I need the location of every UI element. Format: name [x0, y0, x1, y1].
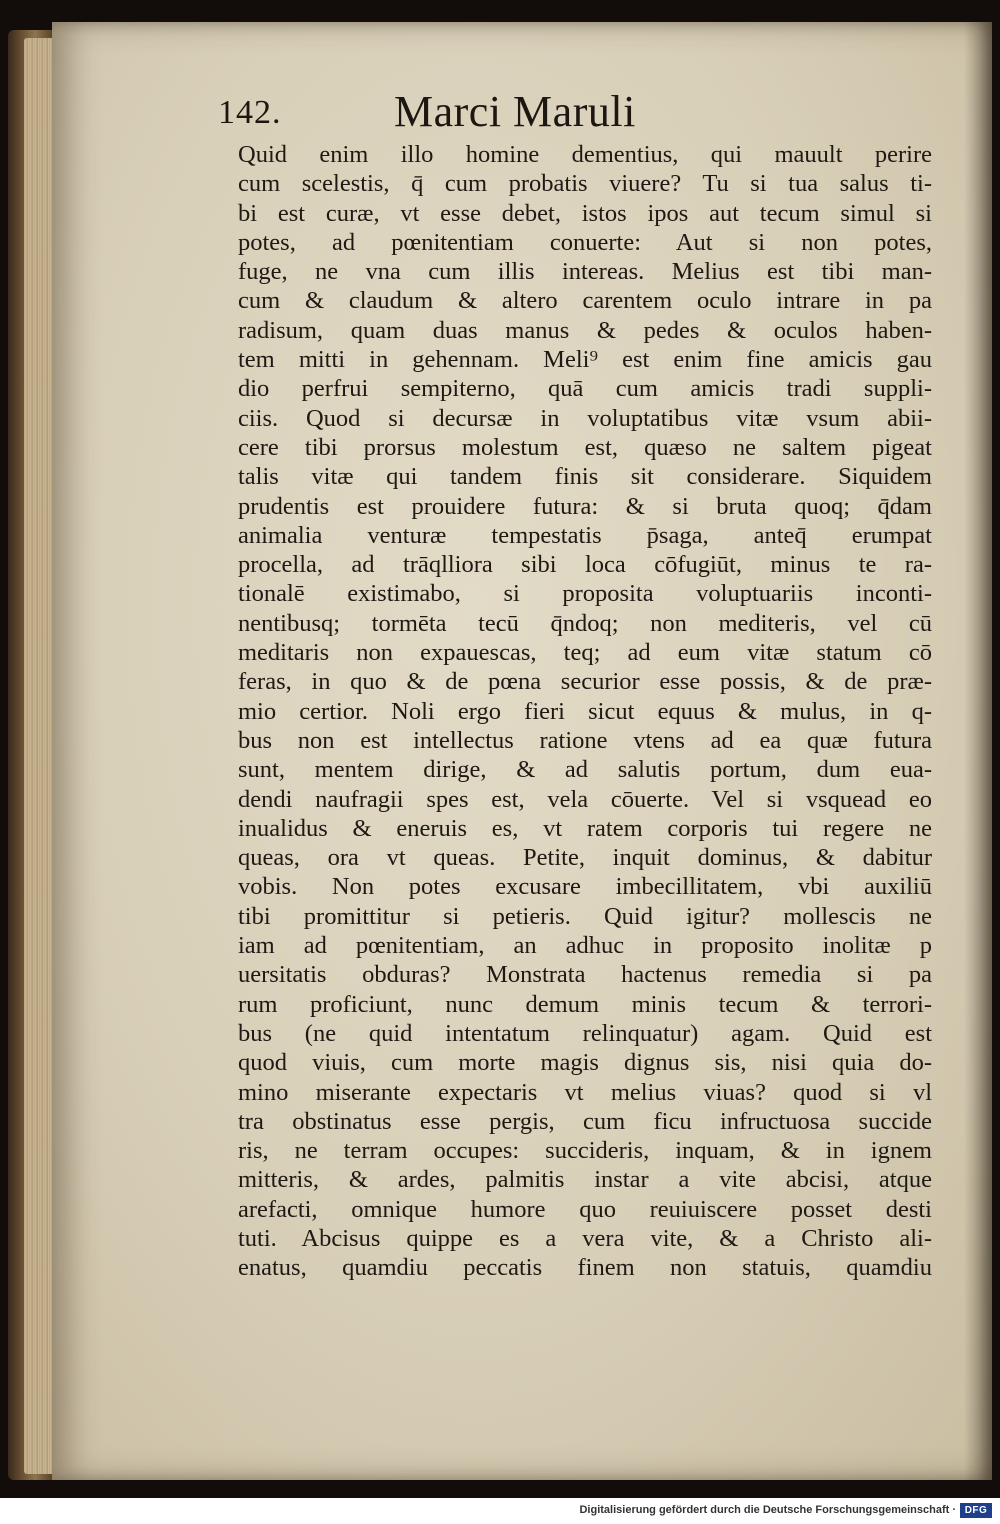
text-line: meditaris non expauescas, teq; ad eum vitæ statum cō — [238, 639, 932, 667]
text-line: bus non est intellectus ratione vtens ad ea quæ futura — [238, 726, 932, 754]
text-line: tibi promittitur si petieris. Quid igitur? mollescis ne — [238, 902, 932, 930]
text-line: animalia venturæ tempestatis p̄saga, anteq̄ erumpat — [238, 521, 932, 549]
text-line: mio certior. Noli ergo fieri sicut equus & mulus, in q- — [238, 697, 932, 725]
text-line: cum scelestis, q̄ cum probatis viuere? Tu si tua salus ti- — [238, 170, 932, 198]
text-line: prudentis est prouidere futura: & si bruta quoq; q̄dam — [238, 492, 932, 520]
text-line: feras, in quo & de pœna securior esse possis, & de præ- — [238, 668, 932, 696]
text-line: arefacti, omnique humore quo reuiuiscere posset desti — [238, 1195, 932, 1223]
footer-bar — [0, 1498, 1000, 1524]
text-line: tem mitti in gehennam. Meli⁹ est enim fine amicis gau — [238, 346, 932, 374]
page-number: 142. — [218, 94, 282, 131]
text-line: bi est curæ, vt esse debet, istos ipos aut tecum simul si — [238, 199, 932, 227]
text-line: enatus, quamdiu peccatis finem non statuis, quamdiu — [238, 1254, 932, 1282]
text-line: procella, ad trāqlliora sibi loca cōfugiūt, minus te ra- — [238, 551, 932, 579]
text-line: cere tibi prorsus molestum est, quæso ne saltem pigeat — [238, 433, 932, 461]
text-line: uersitatis obduras? Monstrata hactenus remedia si pa — [238, 961, 932, 989]
text-line: Quid enim illo homine dementius, qui mauult perire — [238, 141, 932, 168]
text-line: tuti. Abcisus quippe es a vera vite, & a Christo ali- — [238, 1224, 932, 1252]
gutter-shadow — [964, 22, 992, 1480]
text-line: rum proficiunt, nunc demum minis tecum & terrori- — [238, 990, 932, 1018]
text-line: ris, ne terram occupes: succideris, inquam, & in ignem — [238, 1137, 932, 1165]
body-text — [238, 140, 938, 1283]
text-line: fuge, ne vna cum illis intereas. Melius est tibi man- — [238, 258, 932, 286]
text-line: iam ad pœnitentiam, an adhuc in proposito inolitæ p — [238, 932, 932, 960]
text-line: sunt, mentem dirige, & ad salutis portum, dum eua- — [238, 756, 932, 784]
running-head: Marci Maruli — [394, 87, 636, 136]
text-line: queas, ora vt queas. Petite, inquit dominus, & dabitur — [238, 844, 932, 872]
text-line: tra obstinatus esse pergis, cum ficu infructuosa succide — [238, 1107, 932, 1135]
text-line: bus (ne quid intentatum relinquatur) agam. Quid est — [238, 1019, 932, 1047]
text-line: mitteris, & ardes, palmitis instar a vite abcisi, atque — [238, 1166, 932, 1194]
funding-credit: Digitalisierung gefördert durch die Deutsche Forschungsgemeinschaft · — [579, 1504, 956, 1516]
text-line: ciis. Quod si decursæ in voluptatibus vitæ vsum abii- — [238, 404, 932, 432]
text-line: dendi naufragii spes est, vela cōuerte. Vel si vsquead eo — [238, 785, 932, 813]
dfg-logo: DFG — [960, 1503, 992, 1518]
page-header — [218, 86, 838, 140]
text-line: potes, ad pœnitentiam conuerte: Aut si non potes, — [238, 228, 932, 256]
text-line: mino miserante expectaris vt melius viuas? quod si vl — [238, 1078, 932, 1106]
text-line: vobis. Non potes excusare imbecillitatem, vbi auxiliū — [238, 873, 932, 901]
text-line: talis vitæ qui tandem finis sit considerare. Siquidem — [238, 463, 932, 491]
text-line: nentibusq; tormēta tecū q̄ndoq; non mediteris, vel cū — [238, 609, 932, 637]
text-line: inualidus & eneruis es, vt ratem corporis tui regere ne — [238, 814, 932, 842]
text-line: cum & claudum & altero carentem oculo intrare in pa — [238, 287, 932, 315]
text-line: radisum, quam duas manus & pedes & oculos haben- — [238, 316, 932, 344]
text-line: quod viuis, cum morte magis dignus sis, nisi quia do- — [238, 1049, 932, 1077]
text-line: tionalē existimabo, si proposita voluptuariis inconti- — [238, 580, 932, 608]
text-line: dio perfrui sempiterno, quā cum amicis tradi suppli- — [238, 375, 932, 403]
